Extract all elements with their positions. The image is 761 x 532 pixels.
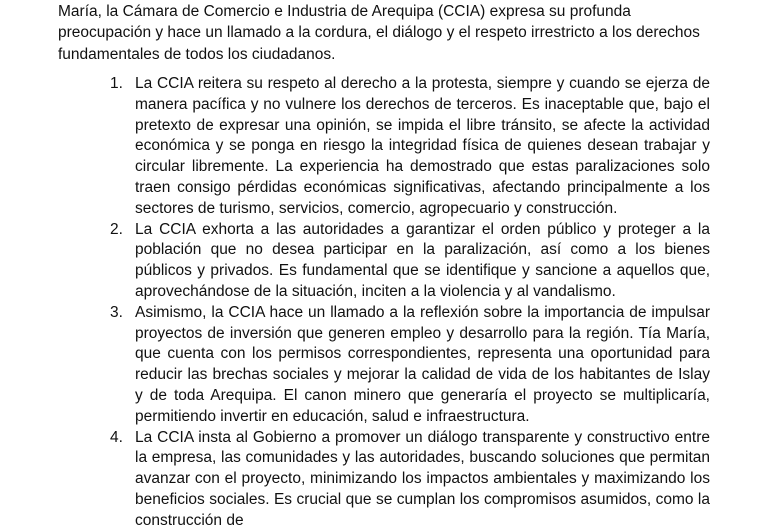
list-item-number: 4. — [110, 428, 123, 446]
list-item-number: 1. — [110, 75, 123, 92]
list-item — [58, 74, 710, 220]
list-item-text: La CCIA insta al Gobierno a promover un diálogo transparente y constructivo entre la empresa, las comunidades y las autoridades, buscando soluciones que permitan avanzar con el proyecto, minimizando los impactos ambientales y maximizando los beneficios sociales. Es crucial que se cumplan los compromisos asumidos, como la construcción de — [135, 428, 710, 529]
list-item-text: La CCIA reitera su respeto al derecho a la protesta, siempre y cuando se ejerza de manera pacífica y no vulnere los derechos de terceros. Es inaceptable que, bajo el pretexto de expresar una opinión, se impida el libre tránsito, se afecte la actividad económica y se ponga en riesgo la integridad física de quienes desean trabajar y circular libremente. La experiencia ha demostrado que estas paralizaciones solo traen consigo pérdidas económicas significativas, afectando principalmente a los sectores de turismo, servicios, comercio, agropecuario y construcción. — [135, 75, 710, 217]
intro-text: María, la Cámara de Comercio e Industria de Arequipa (CCIA) expresa su profunda preocupación y hace un llamado a la cordura, el diálogo y el respeto irrestricto a los derechos fundamentales de todos los ciudadanos. — [58, 3, 700, 63]
list-item — [58, 303, 710, 428]
list-item-text: Asimismo, la CCIA hace un llamado a la reflexión sobre la importancia de impulsar proyectos de inversión que generen empleo y desarrollo para la región. Tía María, que cuenta con los permisos correspondientes, representa una oportunidad para reducir las brechas sociales y mejorar la calidad de vida de los habitantes de Islay y de toda Arequipa. El canon minero que generaría el proyecto se multiplicaría, permitiendo invertir en educación, salud e infraestructura. — [135, 303, 710, 425]
list-item — [58, 220, 710, 303]
numbered-list — [58, 74, 710, 532]
list-item-number: 3. — [110, 303, 123, 321]
list-item-text: La CCIA exhorta a las autoridades a garantizar el orden público y proteger a la población que no desea participar en la paralización, así como a los bienes públicos y privados. Es fundamental que se identifique y sancione a aquellos que, aprovechándose de la situación, inciten a la violencia y al vandalismo. — [135, 220, 710, 300]
list-item — [58, 428, 710, 532]
intro-paragraph — [58, 1, 710, 65]
list-item-number: 2. — [110, 220, 123, 238]
